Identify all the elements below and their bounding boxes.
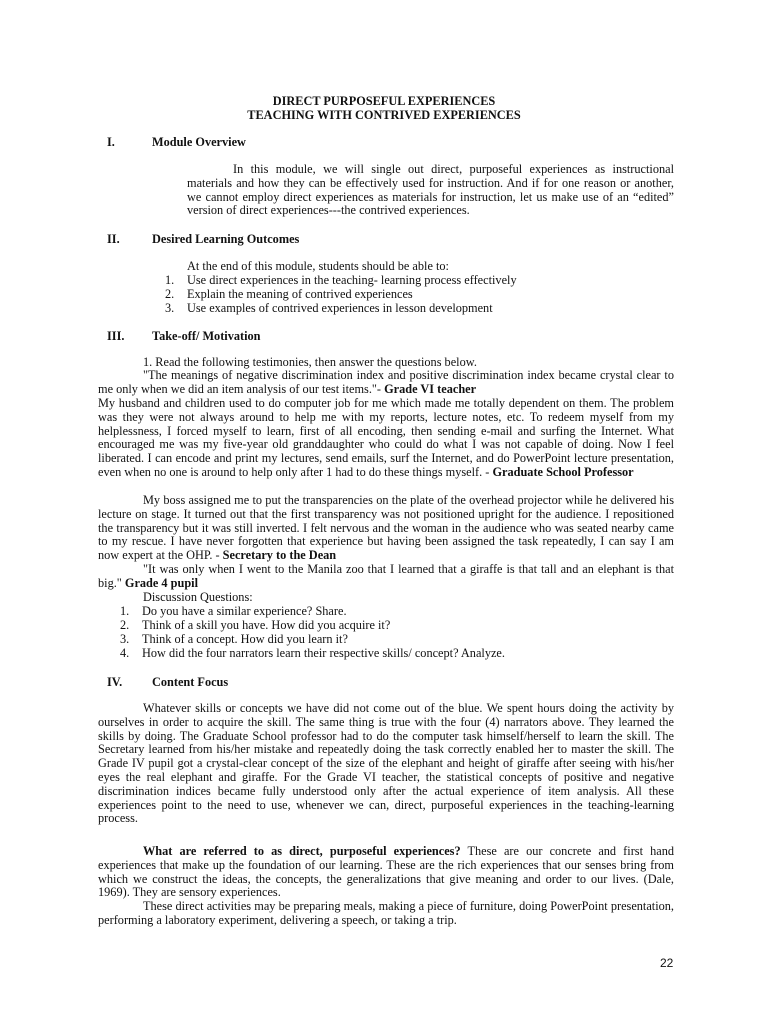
question-text: How did the four narrators learn their respective skills/ concept? Analyze. [142,646,505,660]
testimony-graduate-professor [98,397,674,480]
outcome-item [165,274,645,288]
question-number: 1. [120,604,130,618]
discussion-question [120,633,670,647]
section-heading-module-overview [107,135,507,149]
section-title: Module Overview [152,135,246,149]
content-focus-paragraph-3: These direct activities may be preparing meals, making a piece of furniture, doing PowerPoint presentation, performing a laboratory experiment, delivering a speech, or taking a trip. [98,899,674,927]
motivation-instruction: 1. Read the following testimonies, then answer the questions below. [143,355,477,369]
section-title: Take-off/ Motivation [152,329,261,343]
testimony-grade-4-pupil [98,563,674,591]
question-number: 2. [120,618,130,632]
section-number: II. [107,232,120,246]
testimony-text: My husband and children used to do computer job for me which made me totally dependent on them. The problem was they were not always around to help me with my reports, lecture notes, etc. To redeem myself from my helplessness, I forced myself to learn, first of all encoding, then sending e-mail and surfing the Internet. What encouraged me was my five-year old granddaughter who could do what I was not capable of doing. Now I feel liberated. I can encode and print my lectures, send emails, surf the Internet, and do PowerPoint lecture presentation, even when no one is around to help only after 1 had to do these things myself. - [98,396,674,479]
testimony-text: "The meanings of negative discrimination index and positive discrimination index became crystal clear to me only when we did an item analysis of our test items."- [98,368,674,396]
page-number: 22 [660,956,674,970]
question-number: 3. [120,632,130,646]
testimony-author: Secretary to the Dean [222,548,337,563]
section-title: Desired Learning Outcomes [152,232,300,246]
outcome-item [165,288,645,302]
module-overview-paragraph: In this module, we will single out direct, purposeful experiences as instructional materials and how they can be effectively used for instruction. And if for one reason or another, we cannot employ direct experiences as materials for instruction, let us make use of an “edited” version of direct experiences---the contrived experiences. [187,162,674,218]
question-text: Think of a skill you have. How did you acquire it? [142,618,391,632]
discussion-question [120,647,670,661]
discussion-questions-label: Discussion Questions: [143,590,253,604]
testimony-author: Grade 4 pupil [124,575,199,590]
item-text: Explain the meaning of contrived experiences [187,287,413,301]
testimony-author: Graduate School Professor [492,464,634,479]
section-title: Content Focus [152,675,229,689]
paragraph-text: These are our concrete and first hand experiences that make up the foundation of our learning. These are the rich experiences that our senses bring from which we construct the ideas, the concepts, the generalizations that give meaning and order to our lives. (Dale, 1969). They are sensory experiences. [98,844,675,900]
item-text: Use direct experiences in the teaching- learning process effectively [187,273,517,287]
discussion-question [120,605,670,619]
question-text: Do you have a similar experience? Share. [142,604,347,618]
content-focus-paragraph-2 [98,845,674,900]
question-number: 4. [120,646,130,660]
section-heading-motivation [107,329,507,343]
question-text: Think of a concept. How did you learn it? [142,632,348,646]
testimony-author: Grade VI teacher [384,381,477,396]
outcome-item [165,302,645,316]
section-heading-content-focus [107,675,507,689]
section-number: I. [107,135,115,149]
discussion-question [120,619,670,633]
section-heading-learning-outcomes [107,232,507,246]
document-title-line-1: DIRECT PURPOSEFUL EXPERIENCES [272,94,496,108]
item-number: 3. [165,301,175,315]
document-title-line-2: TEACHING WITH CONTRIVED EXPERIENCES [247,108,521,122]
outcomes-intro: At the end of this module, students should be able to: [187,259,449,273]
item-number: 2. [165,287,175,301]
testimony-grade-vi-teacher [98,369,674,397]
testimony-secretary [98,494,674,563]
content-focus-paragraph-1: Whatever skills or concepts we have did not come out of the blue. We spent hours doing the activity by ourselves in order to acquire the skill. The same thing is true with the four (4) narrators above. They learned the skills by doing. The Graduate School professor had to do the computer task himself/herself to learn the skill. The Secretary learned from his/her mistake and repeatedly doing the task correctly enabled her to master the skill. The Grade IV pupil got a crystal-clear concept of the size of the elephant and height of giraffe after seeing with his/her eyes the real elephant and giraffe. For the Grade VI teacher, the statistical concepts of positive and negative discrimination indices became fully understood only after the actual experience of item analysis. All these experiences point to the need to use, whenever we can, direct, purposeful experiences in the teaching-learning process. [98,701,674,826]
section-number: III. [107,329,125,343]
item-number: 1. [165,273,175,287]
paragraph-question: What are referred to as direct, purposeful experiences? [143,844,461,858]
item-text: Use examples of contrived experiences in lesson development [187,301,493,315]
testimony-text: My boss assigned me to put the transparencies on the plate of the overhead projector while he delivered his lecture on stage. It turned out that the first transparency was not positioned upright for the audience. I repositioned the transparency but it was still inverted. I felt nervous and the woman in the audience who was seated nearby came to my rescue. I have never forgotten that experience but having been assigned the task repeatedly, I can say I am now expert at the OHP. - [98,493,674,563]
section-number: IV. [107,675,123,689]
testimony-text: "It was only when I went to the Manila zoo that I learned that a giraffe is that tall and an elephant is that big." [98,562,674,590]
